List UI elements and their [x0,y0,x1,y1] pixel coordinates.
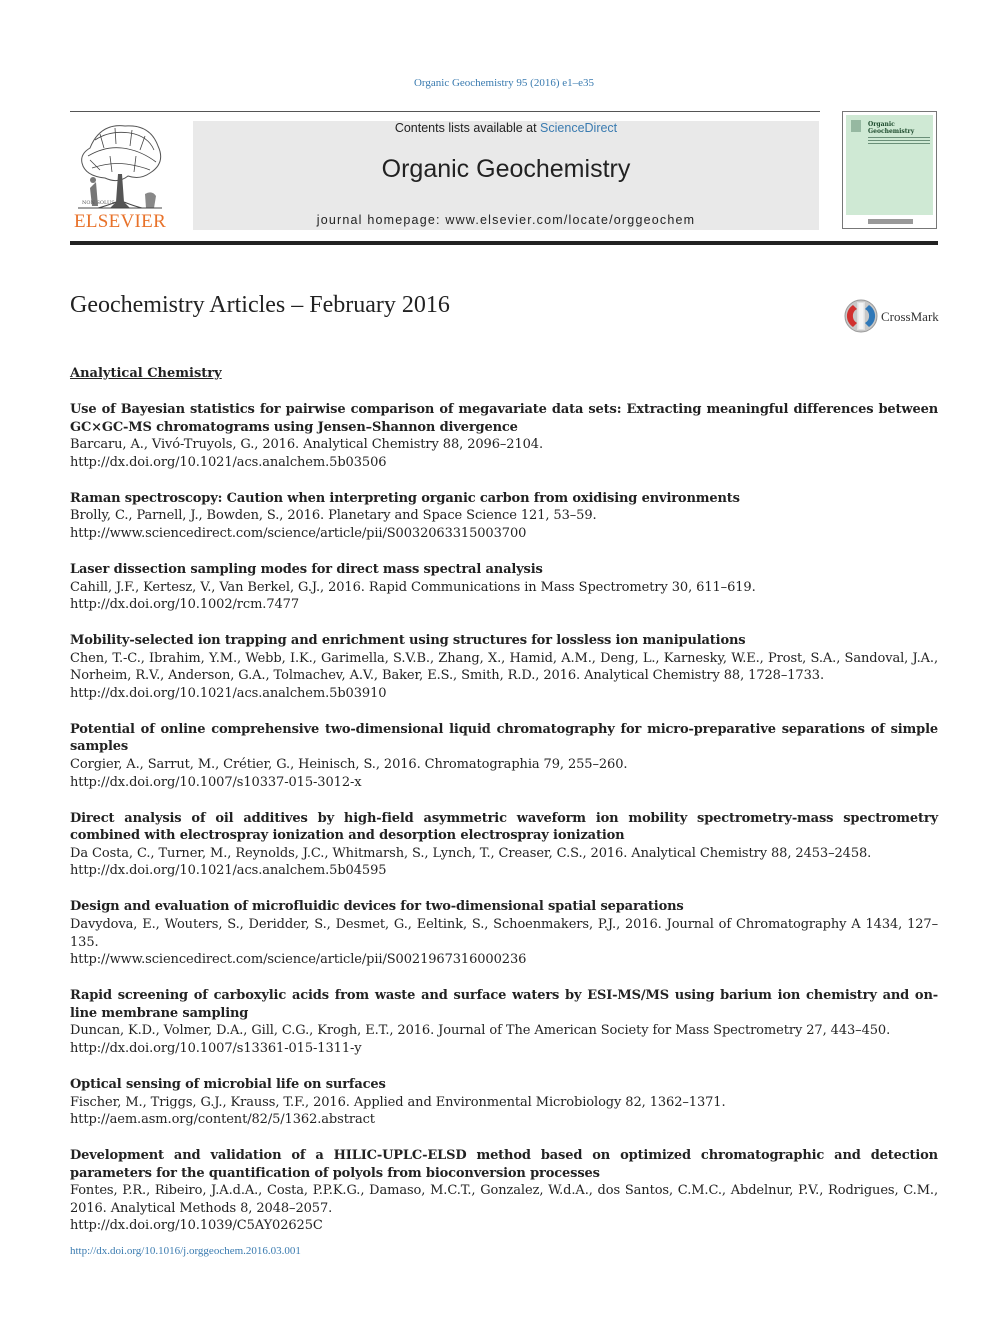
article-authors: Fischer, M., Triggs, G.J., Krauss, T.F., 2016. Applied and Environmental Microbiology 82, 1362–1371. [70,1094,726,1110]
cover-title: Organic Geochemistry [868,121,915,135]
footer-doi-link[interactable]: http://dx.doi.org/10.1016/j.orggeochem.2016.03.001 [70,1245,301,1257]
journal-title: Organic Geochemistry [381,155,631,183]
header-top-rule [70,111,820,112]
article-link[interactable]: http://dx.doi.org/10.1039/C5AY02625C [70,1218,323,1234]
article-authors: Duncan, K.D., Volmer, D.A., Gill, C.G., Krogh, E.T., 2016. Journal of The American Society for Mass Spectrometry 27, 443–450. [70,1023,891,1039]
article-title: Design and evaluation of microfluidic devices for two-dimensional spatial separations [70,899,684,915]
contents-prefix: Contents lists available at [394,121,541,135]
article-title: Direct analysis of oil additives by high-field asymmetric waveform ion mobility spectrometry-mass spectrometry combined with electrospray ionization and desorption electrospray ionization [70,810,938,844]
header-bottom-rule [70,241,938,245]
article-entry [70,721,938,791]
article-list [70,401,938,1253]
article-entry [70,898,938,968]
journal-citation[interactable]: Organic Geochemistry 95 (2016) e1–e35 [413,77,595,89]
article-link[interactable]: http://dx.doi.org/10.1021/acs.analchem.5b03506 [70,454,387,470]
article-link[interactable]: http://www.sciencedirect.com/science/article/pii/S0021967316000236 [70,952,527,968]
article-link[interactable]: http://dx.doi.org/10.1002/rcm.7477 [70,597,300,613]
article-title: Use of Bayesian statistics for pairwise comparison of megavariate data sets: Extracting meaningful differences between GC×GC-MS chromatograms using Jensen–Shannon divergence [70,402,938,435]
article-entry [70,810,938,880]
article-title: Rapid screening of carboxylic acids from waste and surface waters by ESI-MS/MS using barium ion chemistry and on-line membrane sampling [70,988,938,1021]
elsevier-wordmark: ELSEVIER [73,211,167,232]
article-entry [70,1147,938,1235]
journal-cover-thumbnail[interactable] [842,111,937,229]
article-title: Laser dissection sampling modes for direct mass spectral analysis [70,561,543,577]
article-link[interactable]: http://dx.doi.org/10.1007/s13361-015-1311-y [70,1040,362,1056]
article-entry [70,401,938,471]
article-authors: Fontes, P.R., Ribeiro, J.A.d.A., Costa, P.P.K.G., Damaso, M.C.T., Gonzalez, W.d.A., dos Santos, C.M.C., Abdelnur, P.V., Rodrigues, C.M., 2016. Analytical Methods 8, 2048–2057. [70,1183,938,1216]
cover-emblem [851,120,861,132]
article-entry [70,987,938,1057]
contents-line [193,121,819,135]
article-entry [70,632,938,702]
article-title: Potential of online comprehensive two-dimensional liquid chromatography for micro-preparative separations of simple samples [70,721,938,755]
article-entry [70,561,938,614]
article-title: Optical sensing of microbial life on surfaces [70,1076,386,1092]
article-link[interactable]: http://dx.doi.org/10.1021/acs.analchem.5b03910 [70,685,387,701]
cover-publisher-mark [868,219,913,224]
article-entry [70,1076,938,1129]
crossmark-label[interactable]: CrossMark [881,309,939,324]
article-authors: Davydova, E., Wouters, S., Deridder, S., Desmet, G., Eeltink, S., Schoenmakers, P.J., 2016. Journal of Chromatography A 1434, 127–135. [70,917,938,950]
cover-text-lines [868,137,930,138]
article-authors: Barcaru, A., Vivó-Truyols, G., 2016. Analytical Chemistry 88, 2096–2104. [70,437,544,453]
article-link[interactable]: http://dx.doi.org/10.1007/s10337-015-3012-x [70,774,362,790]
article-authors: Da Costa, C., Turner, M., Reynolds, J.C., Whitmarsh, S., Lynch, T., Creaser, C.S., 2016. Analytical Chemistry 88, 2453–2458. [70,845,872,861]
svg-text:NON SOLUS: NON SOLUS [82,200,115,206]
sciencedirect-link[interactable]: ScienceDirect [540,121,618,135]
article-title: Raman spectroscopy: Caution when interpreting organic carbon from oxidising environments [70,490,740,506]
page-title: Geochemistry Articles – February 2016 [70,292,450,318]
section-heading: Analytical Chemistry [70,366,222,381]
article-title: Development and validation of a HILIC-UPLC-ELSD method based on optimized chromatographic and detection parameters for the quantification of polyols from bioconversion processes [70,1148,938,1181]
article-entry [70,490,938,543]
article-link[interactable]: http://www.sciencedirect.com/science/article/pii/S0032063315003700 [70,525,527,541]
article-link[interactable]: http://dx.doi.org/10.1021/acs.analchem.5b04595 [70,863,387,879]
article-title: Mobility-selected ion trapping and enrichment using structures for lossless ion manipulations [70,633,746,649]
journal-homepage[interactable]: journal homepage: www.elsevier.com/locate/orggeochem [316,213,696,227]
article-authors: Brolly, C., Parnell, J., Bowden, S., 2016. Planetary and Space Science 121, 53–59. [70,508,597,524]
article-link[interactable]: http://aem.asm.org/content/82/5/1362.abstract [70,1112,375,1128]
article-authors: Chen, T.-C., Ibrahim, Y.M., Webb, I.K., Garimella, S.V.B., Zhang, X., Hamid, A.M., Deng, L., Karnesky, W.E., Prost, S.A., Sandoval, J.A., Norheim, R.V., Anderson, G.A., Tolmachev, A.V., Baker, E.S., Smith, R.D., 2016. Analytical Chemistry 88, 1728–1733. [70,650,938,684]
article-authors: Corgier, A., Sarrut, M., Crétier, G., Heinisch, S., 2016. Chromatographia 79, 255–260. [70,757,628,773]
cover-panel [846,115,933,215]
article-authors: Cahill, J.F., Kertesz, V., Van Berkel, G.J., 2016. Rapid Communications in Mass Spectrometry 30, 611–619. [70,579,756,595]
